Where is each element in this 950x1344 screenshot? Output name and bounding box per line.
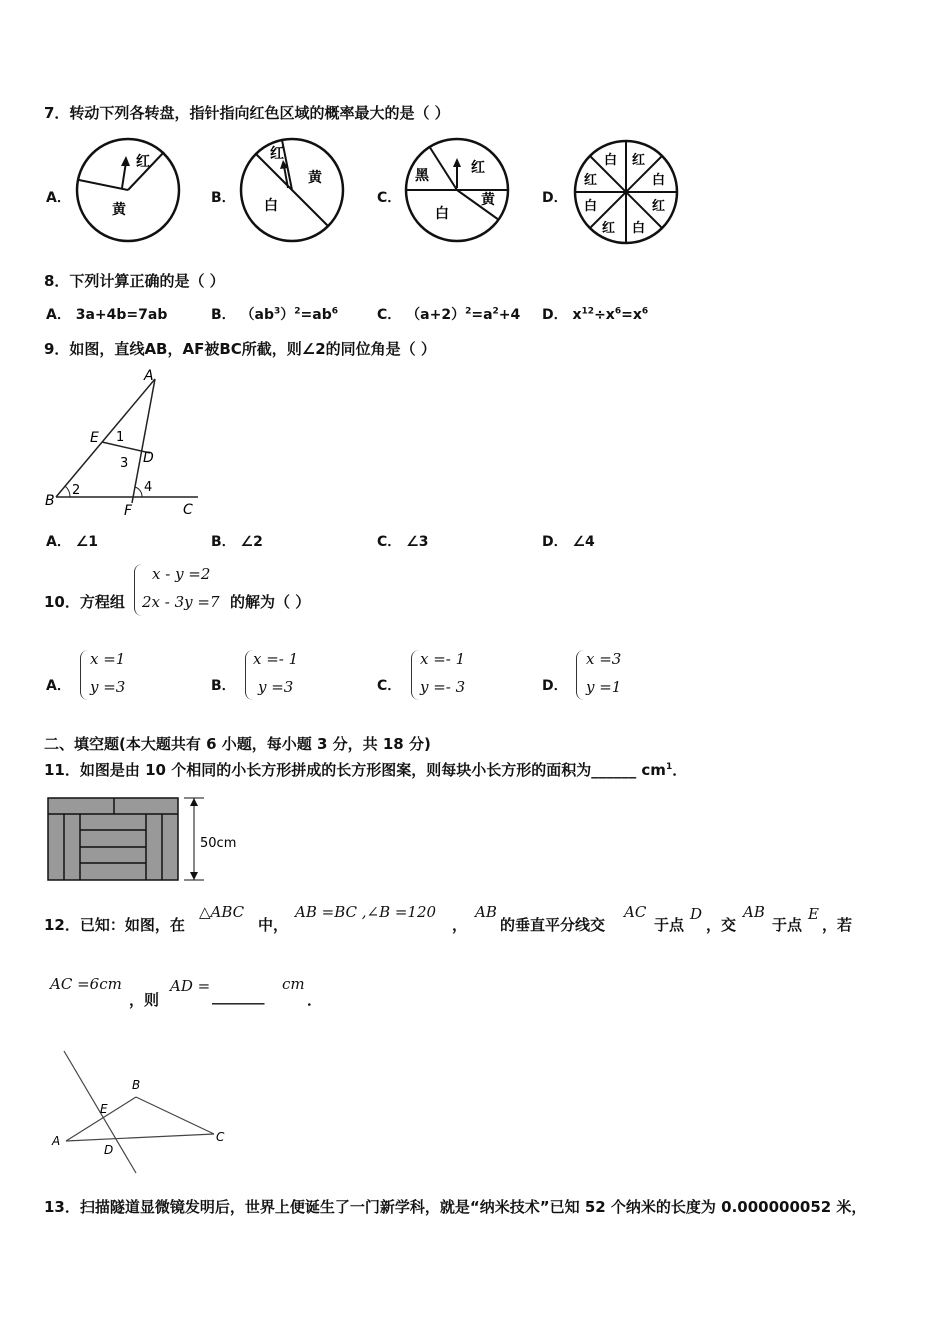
q10-option-c-line-2: y =- 3: [420, 678, 466, 696]
question-12-p5: 于点: [654, 916, 685, 934]
q12-math-triangle: △ABC: [199, 903, 245, 921]
q9-option-d: D． ∠4: [542, 534, 595, 550]
spinner-c-label: 黑: [415, 168, 429, 184]
q10-option-a-line-2: y =3: [90, 678, 126, 696]
question-12-p8: ，若: [822, 916, 853, 934]
question-10-stem-post: 的解为（ ）: [230, 593, 311, 611]
question-13-stem: 13．扫描隧道显微镜发明后，世界上便诞生了一门新学科，就是“纳米技术”已知 52 个纳米的长度为 0.000000052 米，: [44, 1198, 867, 1216]
spinner-d-label: 红: [584, 173, 598, 188]
q12-math-ac: AC: [624, 903, 647, 921]
q12-math-e: E: [808, 905, 819, 923]
spinner-b: [238, 136, 348, 246]
q8-option-b: B． $(ab^3)^2=ab^6$: [211, 306, 339, 323]
q7-option-b-letter: B．: [211, 190, 236, 206]
question-12-p9: ，则: [129, 991, 160, 1009]
q12-fig-label: A: [52, 1134, 61, 1148]
q10-option-b-line-2: y =3: [258, 678, 294, 696]
question-12-p4: 的垂直平分线交: [500, 916, 606, 934]
q9-fig-label: A: [144, 368, 154, 384]
question-12-p1: 12．已知：如图，在: [44, 916, 185, 934]
q10-option-a-letter: A．: [46, 678, 71, 694]
q9-fig-label: E: [90, 430, 99, 446]
q9-option-c: C． ∠3: [377, 534, 429, 550]
q12-math-unit: cm: [282, 975, 305, 993]
spinner-c-label: 黄: [481, 192, 495, 208]
spinner-d-label: 红: [652, 199, 666, 214]
q12-answer-blank[interactable]: _______: [212, 987, 265, 1005]
q12-fig-label: B: [132, 1078, 141, 1092]
spinner-d-label: 红: [632, 153, 646, 168]
q7-option-c-letter: C．: [377, 190, 402, 206]
question-9-stem: 9．如图，直线AB，AF被BC所截，则∠2的同位角是（ ）: [44, 340, 436, 358]
q7-option-a-letter: A．: [46, 190, 71, 206]
spinner-d: [572, 138, 682, 248]
q12-math-d: D: [690, 905, 703, 923]
q9-fig-label: 4: [144, 480, 153, 495]
spinner-b-label: 黄: [308, 170, 322, 186]
q10-option-c-line-1: x =- 1: [420, 650, 466, 668]
q12-math-ab: AB: [475, 903, 497, 921]
q9-figure: [40, 365, 210, 520]
q10-equation-2: 2x - 3y =7: [142, 593, 220, 611]
q9-fig-label: 2: [72, 483, 81, 498]
q10-option-a-brace: [80, 650, 89, 700]
q12-fig-label: C: [216, 1130, 225, 1144]
question-12-p7: 于点: [772, 916, 803, 934]
spinner-b-label: 白: [264, 198, 278, 214]
q8-option-a: A． 3a+4b=7ab: [46, 307, 168, 323]
q12-math-given: AB =BC ,∠B =120: [295, 903, 437, 921]
q8-option-c: C． $(a+2)^2=a^2+4$: [377, 306, 521, 323]
q11-figure: [44, 795, 254, 885]
spinner-a-label: 红: [136, 154, 150, 170]
spinner-c: [403, 136, 513, 246]
question-12-p6: ，交: [706, 916, 737, 934]
spinner-d-label: 白: [584, 199, 598, 214]
q9-fig-label: C: [183, 502, 193, 518]
q12-math-ab2: AB: [743, 903, 765, 921]
spinner-b-label: 红: [270, 146, 284, 162]
question-12-p2: 中，: [258, 916, 289, 934]
q10-option-b-line-1: x =- 1: [253, 650, 299, 668]
q10-option-b-letter: B．: [211, 678, 236, 694]
q10-option-d-brace: [576, 650, 585, 700]
question-10-stem-pre: 10．方程组: [44, 593, 125, 611]
q10-option-d-line-1: x =3: [586, 650, 622, 668]
q12-figure: [44, 1045, 254, 1175]
q10-option-a-line-1: x =1: [90, 650, 126, 668]
spinner-d-label: 白: [632, 221, 646, 236]
q7-option-d-letter: D．: [542, 190, 568, 206]
q9-fig-label: D: [143, 450, 154, 466]
q12-fig-label: E: [100, 1102, 108, 1116]
q11-dimension-label: 50cm: [200, 836, 237, 851]
q9-fig-label: B: [45, 493, 55, 509]
q10-equation-1: x - y =2: [152, 565, 211, 583]
question-12-p3: ，: [452, 916, 468, 934]
spinner-a-label: 黄: [112, 202, 126, 218]
spinner-d-label: 红: [602, 221, 616, 236]
q10-option-c-brace: [411, 650, 420, 700]
question-7-stem: 7．转动下列各转盘，指针指向红色区域的概率最大的是（ ）: [44, 104, 450, 122]
q9-fig-label: 3: [120, 456, 129, 471]
q12-math-ac-value: AC =6cm: [50, 975, 122, 993]
q9-fig-label: F: [124, 503, 133, 519]
spinner-d-label: 白: [652, 173, 666, 188]
q9-option-a: A． ∠1: [46, 534, 99, 550]
section-2-heading: 二、填空题(本大题共有 6 小题，每小题 3 分，共 18 分): [44, 735, 431, 753]
q9-fig-label: 1: [116, 430, 125, 445]
question-11-stem: 11．如图是由 10 个相同的小长方形拼成的长方形图案，则每块小长方形的面积为______ $cm^1$．: [44, 761, 688, 779]
spinner-c-label: 红: [471, 160, 485, 176]
q12-fig-label: D: [104, 1143, 114, 1157]
q10-option-c-letter: C．: [377, 678, 402, 694]
q8-option-d: D． $x^{12}\div x^6=x^6$: [542, 306, 649, 323]
question-12-p10: ．: [307, 991, 323, 1009]
q10-option-d-line-2: y =1: [586, 678, 622, 696]
spinner-a: [74, 136, 184, 246]
spinner-c-label: 白: [435, 206, 449, 222]
spinner-d-label: 白: [604, 153, 618, 168]
q12-math-ad: AD =: [170, 977, 211, 995]
q10-option-d-letter: D．: [542, 678, 568, 694]
q9-option-b: B． ∠2: [211, 534, 263, 550]
question-8-stem: 8．下列计算正确的是（ ）: [44, 272, 225, 290]
